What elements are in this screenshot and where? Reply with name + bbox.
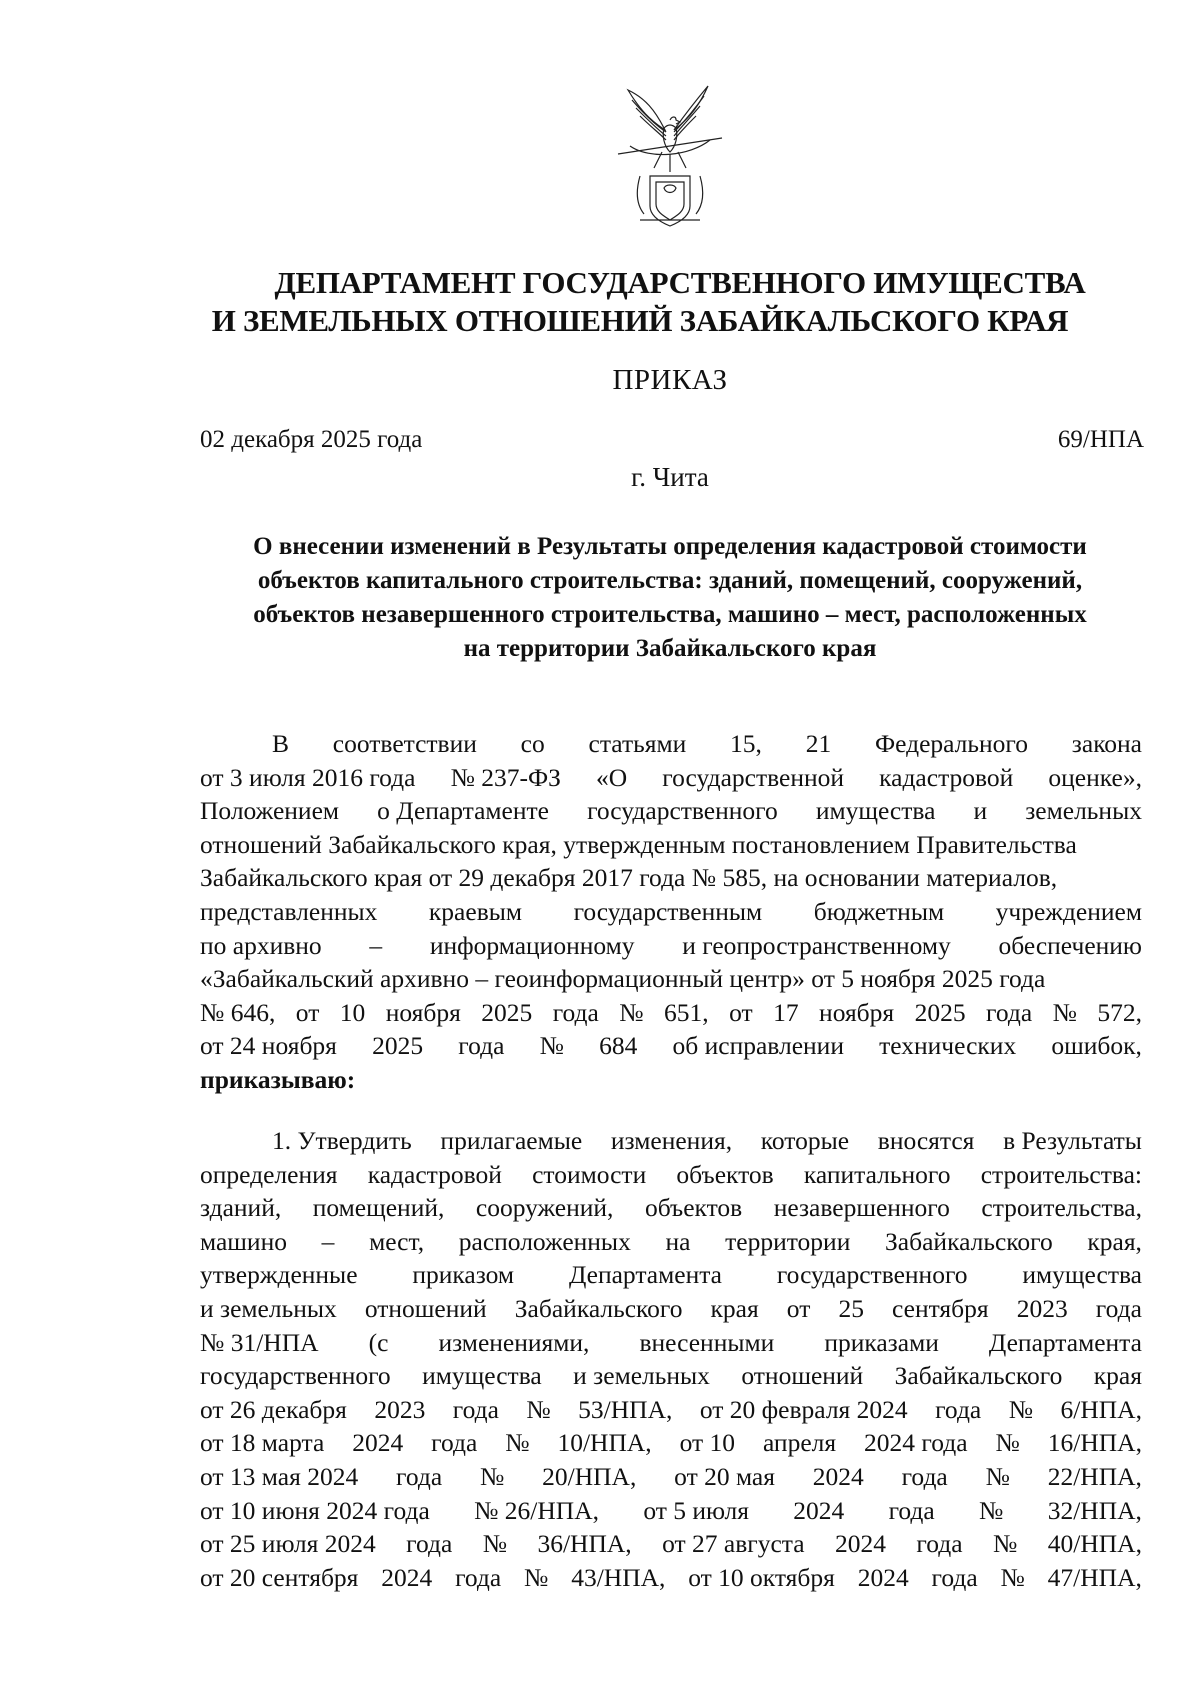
paragraph-line [200, 929, 1142, 963]
text-fragment: № [479, 1461, 505, 1491]
text-fragment: утвержденные [200, 1260, 358, 1290]
text-fragment: капитального [803, 1159, 951, 1189]
text-fragment: и геопространственному [682, 930, 951, 960]
title-line: О внесении изменений в Результаты определения кадастровой стоимости [253, 533, 1087, 560]
text-fragment: от 25 июля 2024 [200, 1529, 376, 1559]
text-fragment: 2024 [834, 1529, 886, 1559]
text-fragment: 32/НПА, [1047, 1495, 1142, 1525]
paragraph-line [200, 828, 1142, 862]
text-fragment: от 24 ноября [200, 1031, 337, 1061]
text-fragment: 25 [838, 1293, 864, 1323]
text-fragment: от [786, 1293, 811, 1323]
text-fragment: № [505, 1428, 530, 1458]
text-fragment: года [931, 1562, 978, 1592]
document-title [200, 530, 1140, 666]
text-fragment: № [526, 1394, 551, 1424]
text-fragment: обеспечению [998, 930, 1142, 960]
text-fragment: имущества [815, 796, 936, 826]
text-fragment: 2024 [812, 1461, 864, 1491]
text-fragment: Положением [200, 796, 340, 826]
text-fragment: 20/НПА, [542, 1461, 637, 1491]
text-fragment: государственным [573, 896, 763, 926]
text-fragment: и земельных [573, 1361, 710, 1391]
text-fragment: представленных [200, 896, 378, 926]
paragraph-line [200, 1359, 1142, 1393]
paragraph-1 [200, 727, 1142, 1097]
text-fragment: года [916, 1529, 963, 1559]
text-fragment: строительства: [980, 1159, 1142, 1189]
text-fragment: 2025 [481, 997, 533, 1027]
text-fragment: учреждением [995, 896, 1142, 926]
text-fragment: строительства, [981, 1193, 1142, 1223]
text-fragment: отношений [364, 1293, 487, 1323]
text-fragment: по архивно [200, 930, 322, 960]
paragraph-line [200, 996, 1142, 1030]
paragraph-line [200, 1124, 1142, 1158]
text-fragment: 10 [339, 997, 366, 1027]
text-fragment: года [901, 1461, 948, 1491]
document-date: 02 декабря 2025 года [200, 426, 423, 453]
text-fragment: отношений Забайкальского края, утвержденным постановлением Правительства [200, 829, 1077, 859]
text-fragment: на [665, 1226, 691, 1256]
text-fragment: № [1052, 997, 1077, 1027]
text-fragment: краевым [428, 896, 523, 926]
text-fragment: технических [879, 1031, 1017, 1061]
text-fragment: края [1093, 1361, 1142, 1391]
text-fragment: которые [760, 1126, 850, 1155]
text-fragment: отношений [741, 1361, 864, 1391]
paragraph-line [200, 962, 1142, 996]
text-fragment: 2024 [381, 1562, 433, 1592]
text-fragment: машино [200, 1226, 287, 1256]
text-fragment: «Забайкальский архивно – геоинформационный центр» от 5 ноября 2025 года [200, 964, 1046, 994]
text-fragment: объектов [644, 1193, 743, 1223]
text-fragment: № [539, 1031, 564, 1061]
text-fragment: года [1095, 1293, 1142, 1323]
text-fragment: № 237-ФЗ [450, 762, 561, 792]
text-fragment: статьями [588, 729, 687, 758]
text-fragment: 6/НПА, [1060, 1394, 1142, 1424]
text-fragment: от 26 декабря [200, 1394, 347, 1424]
text-fragment: № [524, 1562, 549, 1592]
text-fragment: 2025 [914, 997, 966, 1027]
text-fragment: изменениями, [438, 1327, 590, 1357]
title-line: объектов незавершенного строительства, машино – мест, расположенных [253, 601, 1087, 628]
text-fragment: приказами [824, 1327, 939, 1357]
paragraph-line [200, 1393, 1142, 1427]
text-fragment: имущества [1022, 1260, 1142, 1290]
paragraph-line [200, 794, 1142, 828]
text-fragment: № [1008, 1394, 1034, 1424]
text-fragment: края [710, 1293, 759, 1323]
text-fragment: 572, [1097, 997, 1142, 1027]
text-fragment: от 10 [679, 1428, 736, 1458]
document-number: 69/НПА [1057, 426, 1144, 453]
text-fragment: Департамента [568, 1260, 722, 1290]
text-fragment: года [986, 997, 1033, 1027]
text-fragment: зданий, [200, 1193, 282, 1223]
text-fragment: о Департаменте [377, 796, 549, 826]
text-fragment: № [979, 1495, 1004, 1525]
text-fragment: от 20 февраля 2024 [699, 1394, 908, 1424]
text-fragment: Забайкальского [894, 1361, 1063, 1391]
text-fragment: Департамента [988, 1327, 1142, 1357]
text-fragment: – [369, 930, 383, 960]
text-fragment: Забайкальского [514, 1293, 683, 1323]
text-fragment: кадастровой [367, 1159, 502, 1189]
paragraph-line [200, 895, 1142, 929]
text-fragment: 2024 года [864, 1428, 968, 1458]
text-fragment: имущества [422, 1361, 542, 1391]
text-fragment: Забайкальского [885, 1226, 1053, 1256]
text-fragment: года [396, 1461, 443, 1491]
paragraph-line [200, 1029, 1142, 1063]
text-fragment: от 27 августа [662, 1529, 805, 1559]
text-fragment: года [431, 1428, 478, 1458]
closing-word: приказываю: [200, 1064, 356, 1094]
text-fragment: незавершенного [773, 1193, 950, 1223]
text-fragment: № [985, 1461, 1010, 1491]
text-fragment: и [973, 796, 988, 826]
paragraph-line [200, 1527, 1142, 1561]
text-fragment: года [888, 1495, 935, 1525]
text-fragment: 684 [599, 1031, 638, 1061]
paragraph-line [200, 1494, 1142, 1528]
text-fragment: помещений, [312, 1193, 445, 1223]
text-fragment: «О [596, 762, 628, 792]
text-fragment: № [482, 1529, 508, 1559]
text-fragment: 53/НПА, [578, 1394, 673, 1424]
text-fragment: (с [368, 1327, 389, 1357]
paragraph-line [200, 761, 1142, 795]
text-fragment: года [406, 1529, 453, 1559]
text-fragment: мест, [369, 1226, 425, 1256]
text-fragment: внесенными [639, 1327, 775, 1357]
text-fragment: года [935, 1394, 982, 1424]
text-fragment: № 646, [200, 997, 276, 1027]
text-fragment: – [321, 1226, 335, 1256]
text-fragment: года [458, 1031, 505, 1061]
text-fragment: 2023 [374, 1394, 426, 1424]
text-fragment: апреля [762, 1428, 837, 1458]
text-fragment: и земельных [200, 1293, 337, 1323]
text-fragment: Федерального [874, 729, 1029, 758]
text-fragment: стоимости [532, 1159, 647, 1189]
text-fragment: от [729, 997, 753, 1027]
text-fragment: изменения, [610, 1126, 733, 1155]
text-fragment: В [272, 729, 290, 758]
text-fragment: от 18 марта [200, 1428, 325, 1458]
paragraph-line [200, 861, 1142, 895]
text-fragment: 40/НПА, [1047, 1529, 1142, 1559]
text-fragment: 2023 [1016, 1293, 1068, 1323]
paragraph-line [200, 1460, 1142, 1494]
paragraph-line [200, 1191, 1142, 1225]
text-fragment: определения [200, 1159, 338, 1189]
text-fragment: № 26/НПА, [474, 1495, 600, 1525]
document-city: г. Чита [631, 462, 709, 492]
text-fragment: 2025 [372, 1031, 424, 1061]
paragraph-line [200, 1225, 1142, 1259]
text-fragment: приказом [412, 1260, 515, 1290]
text-fragment: объектов [676, 1159, 774, 1189]
paragraph-line [200, 1063, 1142, 1097]
paragraph-line [200, 1426, 1142, 1460]
text-fragment: со [520, 729, 545, 758]
text-fragment: 36/НПА, [537, 1529, 632, 1559]
text-fragment: от [295, 997, 320, 1027]
text-fragment: № [1000, 1562, 1025, 1592]
document-type: ПРИКАЗ [612, 364, 728, 396]
text-fragment: кадастровой [879, 762, 1014, 792]
text-fragment: 10/НПА, [557, 1428, 652, 1458]
text-fragment: ошибок, [1051, 1031, 1142, 1061]
paragraph-2 [200, 1124, 1142, 1594]
text-fragment: 21 [805, 729, 832, 758]
text-fragment: сентября [892, 1293, 989, 1323]
text-fragment: года [455, 1562, 502, 1592]
title-line: объектов капитального строительства: зданий, помещений, сооружений, [257, 567, 1083, 594]
text-fragment: бюджетным [813, 896, 945, 926]
text-fragment: от 20 мая [674, 1461, 775, 1491]
paragraph-line [200, 1561, 1142, 1595]
organization-name-line-1: ДЕПАРТАМЕНТ ГОСУДАРСТВЕННОГО ИМУЩЕСТВА [274, 265, 1086, 300]
text-fragment: земельных [1025, 796, 1142, 826]
text-fragment: года [452, 1394, 499, 1424]
text-fragment: прилагаемые [440, 1126, 583, 1155]
paragraph-line [200, 1158, 1142, 1192]
text-fragment: государственной [662, 762, 845, 792]
text-fragment: территории [725, 1226, 851, 1256]
text-fragment: 17 [773, 997, 799, 1027]
text-fragment: 16/НПА, [1047, 1428, 1142, 1458]
text-fragment: от 20 сентября [200, 1562, 359, 1592]
text-fragment: 22/НПА, [1047, 1461, 1142, 1491]
text-fragment: соответствии [332, 729, 477, 758]
text-fragment: государственного [587, 796, 778, 826]
paragraph-line [200, 727, 1142, 761]
text-fragment: ноября [819, 997, 895, 1027]
text-fragment: № [619, 997, 644, 1027]
text-fragment: 2024 [857, 1562, 909, 1592]
text-fragment: от 5 июля [643, 1495, 749, 1525]
paragraph-line [200, 1326, 1142, 1360]
text-fragment: 1. Утвердить [272, 1126, 412, 1155]
text-fragment: в Результаты [1003, 1126, 1142, 1155]
paragraph-line [200, 1258, 1142, 1292]
paragraph-line [200, 1292, 1142, 1326]
text-fragment: вносятся [877, 1126, 975, 1155]
text-fragment: от 10 июня 2024 года [200, 1495, 430, 1525]
text-fragment: сооружений, [475, 1193, 614, 1223]
text-fragment: закона [1071, 729, 1142, 758]
text-fragment: информационному [429, 930, 635, 960]
text-fragment: оценке», [1048, 762, 1142, 792]
text-fragment: № [995, 1428, 1020, 1458]
text-fragment: 2024 [352, 1428, 404, 1458]
text-fragment: 2024 [793, 1495, 845, 1525]
text-fragment: ноября [385, 997, 461, 1027]
text-fragment: 43/НПА, [571, 1562, 666, 1592]
organization-name-line-2: И ЗЕМЕЛЬНЫХ ОТНОШЕНИЙ ЗАБАЙКАЛЬСКОГО КРАЯ [211, 303, 1069, 338]
text-fragment: государственного [776, 1260, 968, 1290]
text-fragment: от 13 мая 2024 [200, 1461, 359, 1491]
text-fragment: 47/НПА, [1047, 1562, 1142, 1592]
text-fragment: 651, [664, 997, 709, 1027]
text-fragment: № [992, 1529, 1018, 1559]
text-fragment: об исправлении [672, 1031, 844, 1061]
text-fragment: года [552, 997, 599, 1027]
text-fragment: Забайкальского края от 29 декабря 2017 года № 585, на основании материалов, [200, 863, 1058, 893]
coat-of-arms-icon [610, 80, 730, 230]
text-fragment: от 3 июля 2016 года [200, 762, 416, 792]
text-fragment: 15, [730, 729, 762, 758]
text-fragment: от 10 октября [688, 1562, 835, 1592]
text-fragment: расположенных [458, 1226, 631, 1256]
title-line: на территории Забайкальского края [463, 635, 877, 662]
text-fragment: № 31/НПА [200, 1327, 319, 1357]
text-fragment: края, [1087, 1226, 1142, 1256]
text-fragment: государственного [200, 1361, 391, 1391]
